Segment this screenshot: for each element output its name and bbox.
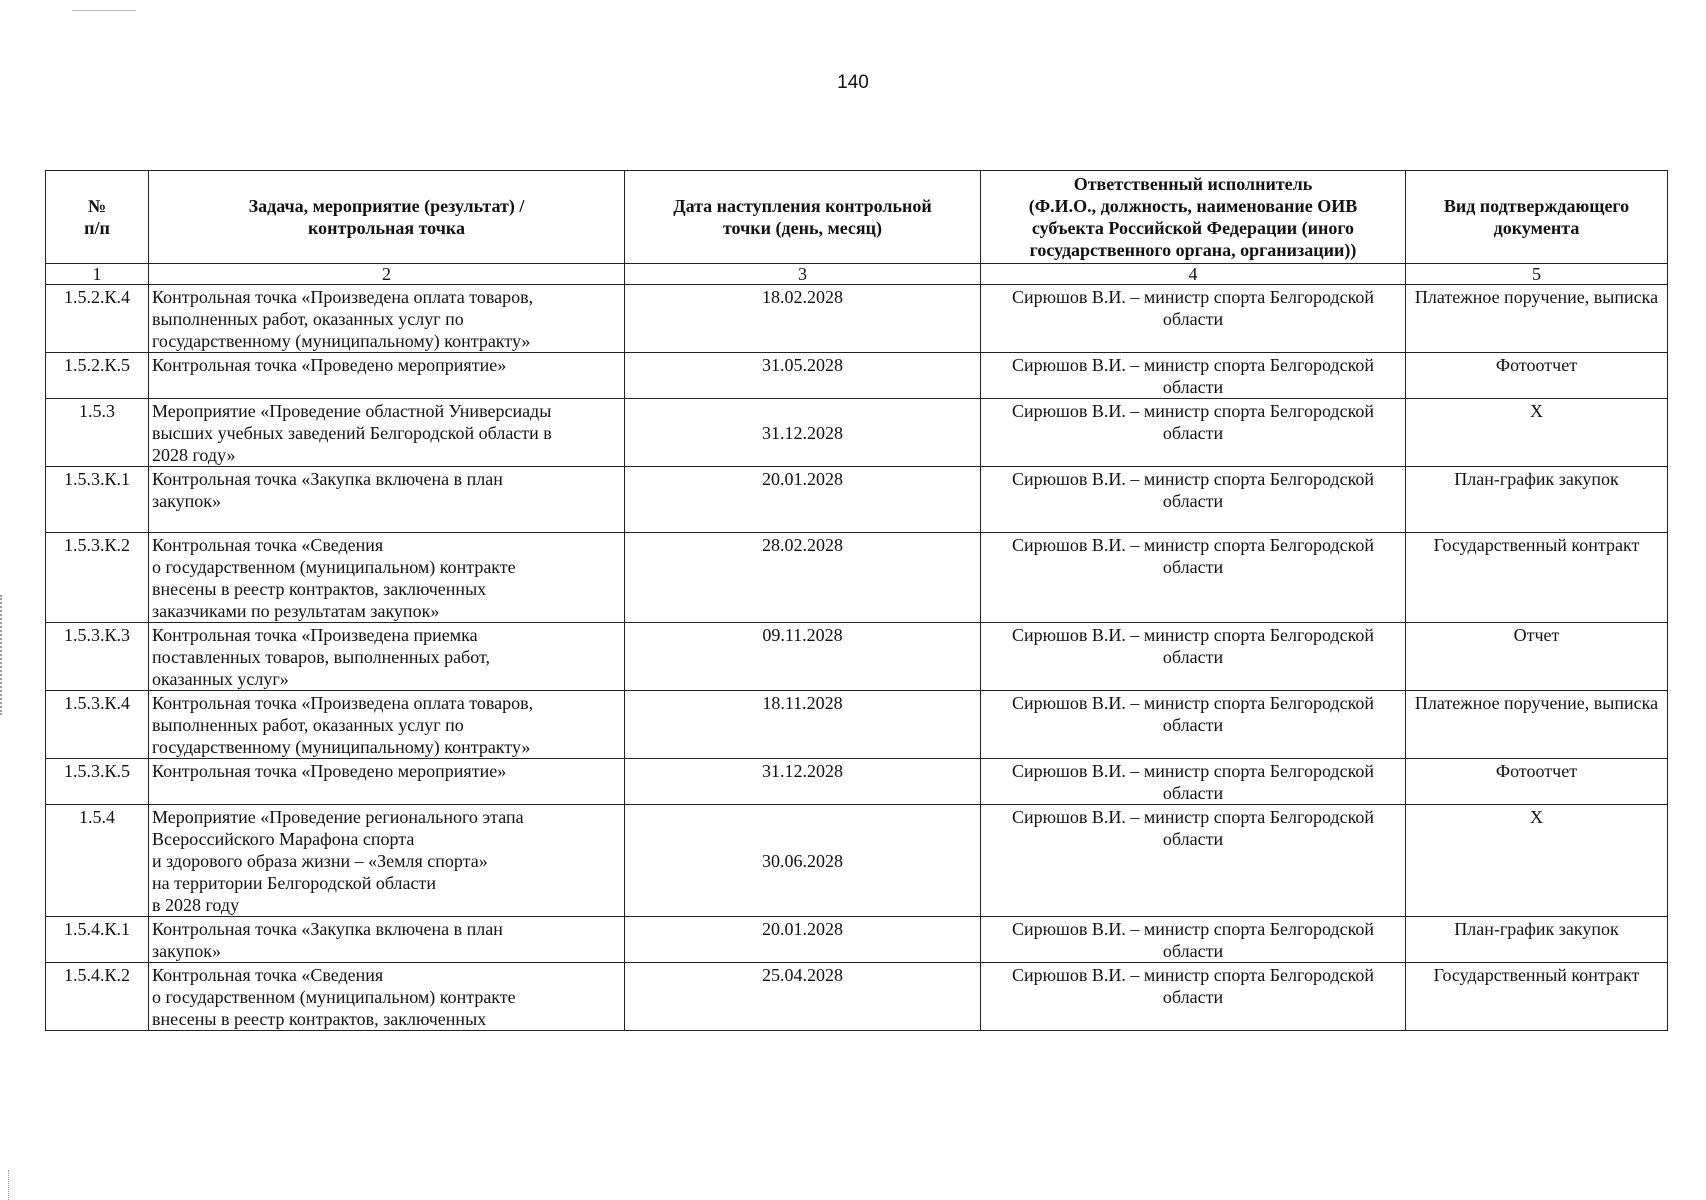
table-row xyxy=(46,917,1668,963)
row-date: 20.01.2028 xyxy=(625,467,981,533)
row-number: 1.5.3.К.3 xyxy=(46,623,149,691)
row-responsible: Сирюшов В.И. – министр спорта Белгородской области xyxy=(981,399,1406,467)
row-document: Платежное поручение, выписка xyxy=(1406,691,1668,759)
table-row xyxy=(46,353,1668,399)
row-number: 1.5.2.К.4 xyxy=(46,285,149,353)
task-line: и здорового образа жизни – «Земля спорта» xyxy=(152,851,488,871)
header-document: Вид подтверждающего документа xyxy=(1406,171,1668,264)
column-number: 3 xyxy=(625,264,981,285)
row-task xyxy=(149,533,625,623)
table-row xyxy=(46,759,1668,805)
task-line: Контрольная точка «Закупка включена в план xyxy=(152,919,503,939)
task-line: закупок» xyxy=(152,941,221,961)
column-number: 4 xyxy=(981,264,1406,285)
row-document: Х xyxy=(1406,399,1668,467)
task-line: Контрольная точка «Произведена оплата товаров, xyxy=(152,287,534,307)
task-line: о государственном (муниципальном) контракте xyxy=(152,557,516,577)
row-responsible: Сирюшов В.И. – министр спорта Белгородской области xyxy=(981,623,1406,691)
task-line: в 2028 году xyxy=(152,895,240,915)
task-line: Контрольная точка «Произведена приемка xyxy=(152,625,478,645)
row-task xyxy=(149,691,625,759)
row-number: 1.5.3.К.4 xyxy=(46,691,149,759)
row-task xyxy=(149,285,625,353)
table-row xyxy=(46,285,1668,353)
table-row xyxy=(46,467,1668,533)
row-task xyxy=(149,917,625,963)
row-document: Государственный контракт xyxy=(1406,533,1668,623)
row-responsible: Сирюшов В.И. – министр спорта Белгородской области xyxy=(981,759,1406,805)
task-line: оказанных услуг» xyxy=(152,669,289,689)
row-task xyxy=(149,963,625,1031)
task-line: Контрольная точка «Закупка включена в план xyxy=(152,469,503,489)
table-header-row xyxy=(46,171,1668,264)
row-number: 1.5.3 xyxy=(46,399,149,467)
row-document: Фотоотчет xyxy=(1406,353,1668,399)
task-line: выполненных работ, оказанных услуг по xyxy=(152,715,464,735)
row-number: 1.5.2.К.5 xyxy=(46,353,149,399)
row-document: Фотоотчет xyxy=(1406,759,1668,805)
table-row xyxy=(46,399,1668,467)
task-line: Контрольная точка «Проведено мероприятие» xyxy=(152,355,507,375)
row-date: 31.12.2028 xyxy=(625,399,981,467)
row-number: 1.5.4.К.1 xyxy=(46,917,149,963)
row-document: Х xyxy=(1406,805,1668,917)
task-line: государственному (муниципальному) контракту» xyxy=(152,331,531,351)
task-line: внесены в реестр контрактов, заключенных xyxy=(152,1009,487,1029)
row-responsible: Сирюшов В.И. – министр спорта Белгородской области xyxy=(981,917,1406,963)
row-date: 09.11.2028 xyxy=(625,623,981,691)
task-line: государственному (муниципальному) контракту» xyxy=(152,737,531,757)
task-line: Всероссийского Марафона спорта xyxy=(152,829,415,849)
task-line: Контрольная точка «Проведено мероприятие» xyxy=(152,761,507,781)
row-document: План-график закупок xyxy=(1406,917,1668,963)
row-responsible: Сирюшов В.И. – министр спорта Белгородской области xyxy=(981,963,1406,1031)
task-line: выполненных работ, оказанных услуг по xyxy=(152,309,464,329)
task-line: Мероприятие «Проведение регионального этапа xyxy=(152,807,524,827)
scan-margin-mark xyxy=(0,595,4,715)
row-date: 30.06.2028 xyxy=(625,805,981,917)
column-numbers-row xyxy=(46,264,1668,285)
task-line: внесены в реестр контрактов, заключенных xyxy=(152,579,487,599)
task-line: 2028 году» xyxy=(152,445,236,465)
column-number: 1 xyxy=(46,264,149,285)
row-date: 25.04.2028 xyxy=(625,963,981,1031)
header-number: № п/п xyxy=(46,171,149,264)
row-date: 31.12.2028 xyxy=(625,759,981,805)
row-responsible: Сирюшов В.И. – министр спорта Белгородской области xyxy=(981,533,1406,623)
table-row xyxy=(46,805,1668,917)
row-document: Платежное поручение, выписка xyxy=(1406,285,1668,353)
row-task xyxy=(149,759,625,805)
row-task xyxy=(149,623,625,691)
task-line: заказчиками по результатам закупок» xyxy=(152,601,440,621)
control-points-table xyxy=(45,170,1668,1031)
row-date: 18.02.2028 xyxy=(625,285,981,353)
row-number: 1.5.3.К.2 xyxy=(46,533,149,623)
row-document: Отчет xyxy=(1406,623,1668,691)
table-row xyxy=(46,533,1668,623)
column-number: 2 xyxy=(149,264,625,285)
row-number: 1.5.4 xyxy=(46,805,149,917)
task-line: Контрольная точка «Сведения xyxy=(152,535,384,555)
row-task xyxy=(149,399,625,467)
row-document: Государственный контракт xyxy=(1406,963,1668,1031)
task-line: закупок» xyxy=(152,491,221,511)
scan-margin-mark xyxy=(8,1170,10,1200)
row-date: 20.01.2028 xyxy=(625,917,981,963)
row-responsible: Сирюшов В.И. – министр спорта Белгородской области xyxy=(981,805,1406,917)
row-date: 18.11.2028 xyxy=(625,691,981,759)
column-number: 5 xyxy=(1406,264,1668,285)
task-line: Контрольная точка «Произведена оплата товаров, xyxy=(152,693,534,713)
task-line: Контрольная точка «Сведения xyxy=(152,965,384,985)
task-line: высших учебных заведений Белгородской области в xyxy=(152,423,552,443)
row-document: План-график закупок xyxy=(1406,467,1668,533)
row-task xyxy=(149,805,625,917)
table-row xyxy=(46,963,1668,1031)
row-number: 1.5.4.К.2 xyxy=(46,963,149,1031)
table-body xyxy=(46,285,1668,1031)
header-responsible: Ответственный исполнитель (Ф.И.О., должность, наименование ОИВ субъекта Российской Федерации (иного государственного органа, организации)) xyxy=(981,171,1406,264)
task-line: Мероприятие «Проведение областной Универсиады xyxy=(152,401,552,421)
row-date: 28.02.2028 xyxy=(625,533,981,623)
task-line: поставленных товаров, выполненных работ, xyxy=(152,647,490,667)
page-number: 140 xyxy=(837,72,869,93)
table-row xyxy=(46,623,1668,691)
table-row xyxy=(46,691,1668,759)
row-responsible: Сирюшов В.И. – министр спорта Белгородской области xyxy=(981,353,1406,399)
task-line: о государственном (муниципальном) контракте xyxy=(152,987,516,1007)
top-rule xyxy=(72,10,136,11)
header-date: Дата наступления контрольной точки (день, месяц) xyxy=(625,171,981,264)
row-date: 31.05.2028 xyxy=(625,353,981,399)
row-responsible: Сирюшов В.И. – министр спорта Белгородской области xyxy=(981,467,1406,533)
task-line: на территории Белгородской области xyxy=(152,873,437,893)
row-number: 1.5.3.К.5 xyxy=(46,759,149,805)
header-task: Задача, мероприятие (результат) / контрольная точка xyxy=(149,171,625,264)
row-task xyxy=(149,467,625,533)
row-responsible: Сирюшов В.И. – министр спорта Белгородской области xyxy=(981,285,1406,353)
row-number: 1.5.3.К.1 xyxy=(46,467,149,533)
row-task xyxy=(149,353,625,399)
row-responsible: Сирюшов В.И. – министр спорта Белгородской области xyxy=(981,691,1406,759)
